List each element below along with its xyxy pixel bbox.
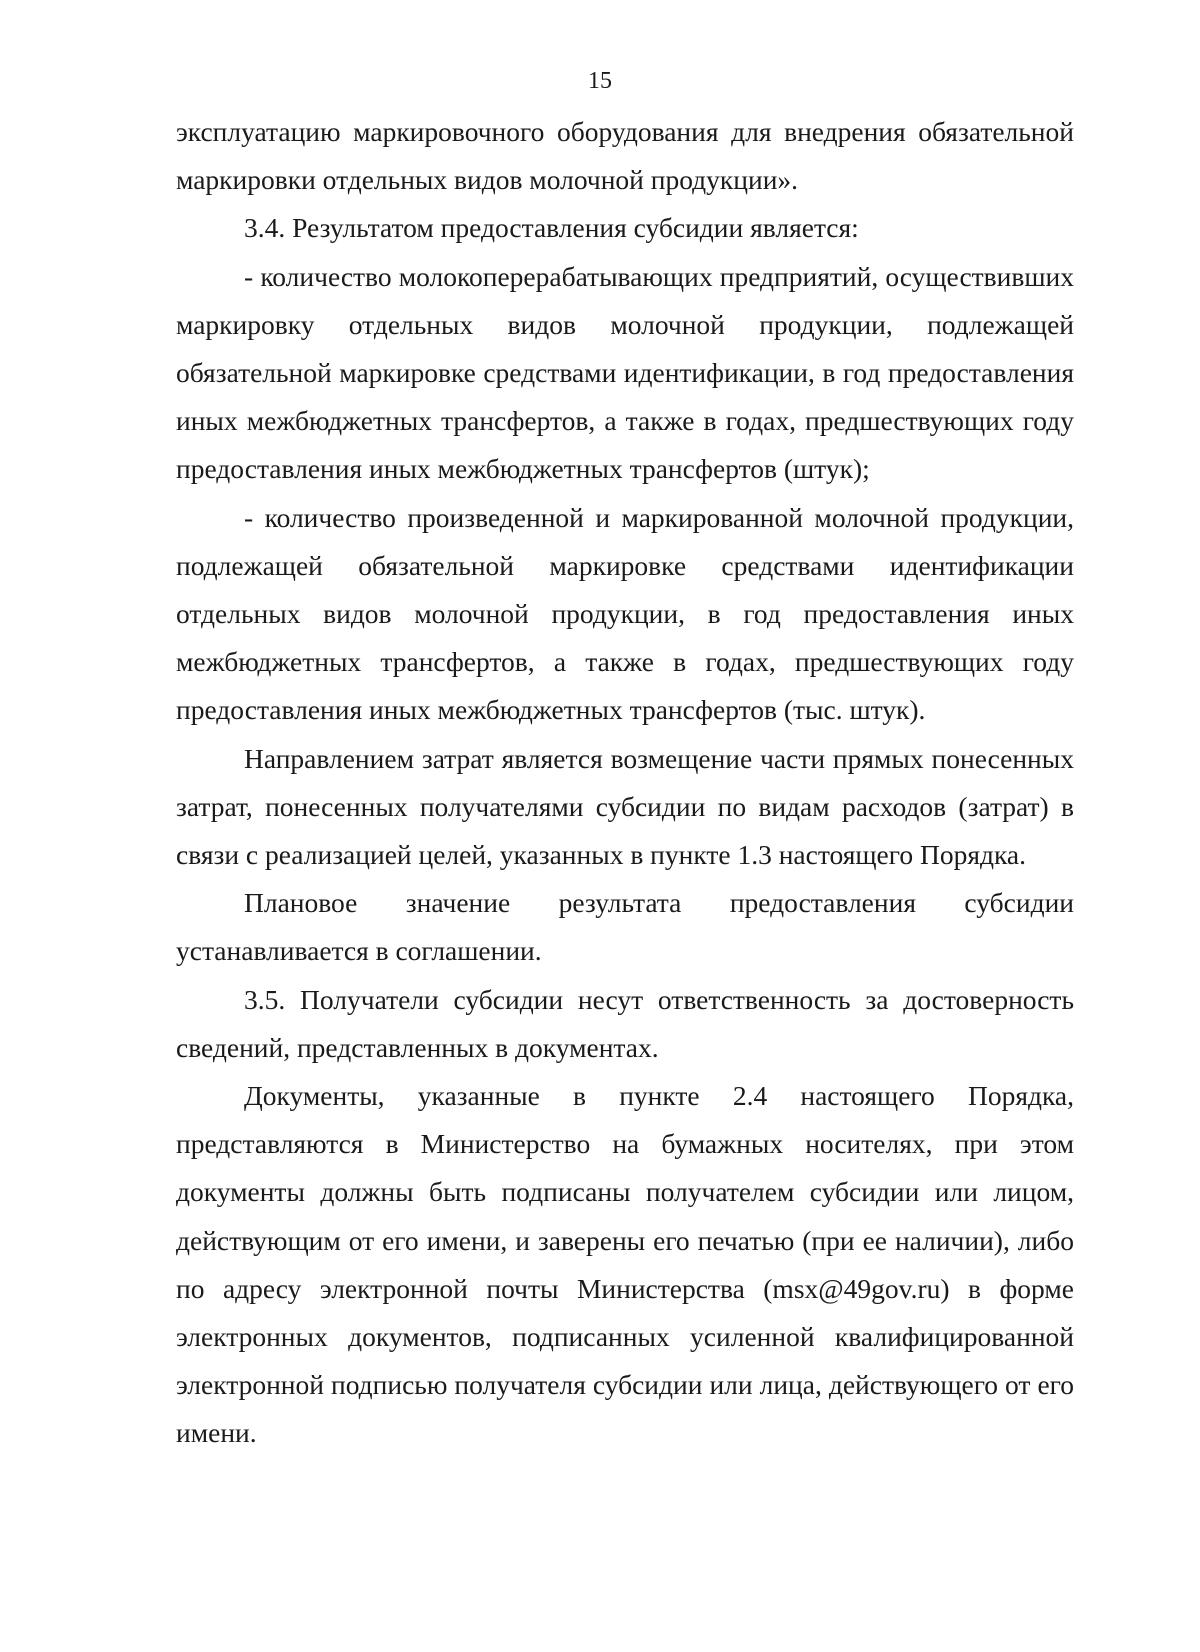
paragraph-3-5-responsibility: 3.5. Получатели субсидии несут ответственность за достоверность сведений, представленных в документах. (176, 983, 1074, 1063)
paragraph-continuation: эксплуатацию маркировочного оборудования для внедрения обязательной маркировки отдельных видов молочной продукции». (176, 116, 1074, 196)
paragraph-result-products: - количество произведенной и маркированной молочной продукции, подлежащей обязательной маркировке средствами идентификации отдельных видов молочной продукции, в год предоставления иных межбюджетных трансфертов, а также в годах, предшествующих году предоставления иных межбюджетных трансфертов (тыс. штук). (176, 501, 1074, 726)
paragraph-planned-value: Плановое значение результата предоставления субсидии устанавливается в соглашении. (176, 887, 1074, 967)
paragraph-cost-direction: Направлением затрат является возмещение части прямых понесенных затрат, понесенных получателями субсидии по видам расходов (затрат) в связи с реализацией целей, указанных в пункте 1.3 настоящего Порядка. (176, 742, 1074, 871)
paragraph-documents-submission: Документы, указанные в пункте 2.4 настоящего Порядка, представляются в Министерство на бумажных носителях, при этом документы должны быть подписаны получателем субсидии или лицом, действующим от его имени, и заверены его печатью (при ее наличии), либо по адресу электронной почты Министерства (msx@49gov.ru) в форме электронных документов, подписанных усиленной квалифицированной электронной подписью получателя субсидии или лица, действующего от его имени. (176, 1080, 1074, 1449)
document-body (176, 108, 1074, 1458)
paragraph-3-4-heading: 3.4. Результатом предоставления субсидии является: (244, 212, 859, 244)
page-number: 15 (588, 68, 612, 94)
paragraph-result-enterprises: - количество молокоперерабатывающих предприятий, осуществивших маркировку отдельных видов молочной продукции, подлежащей обязательной маркировке средствами идентификации, в год предоставления иных межбюджетных трансфертов, а также в годах, предшествующих году предоставления иных межбюджетных трансфертов (штук); (176, 260, 1074, 485)
